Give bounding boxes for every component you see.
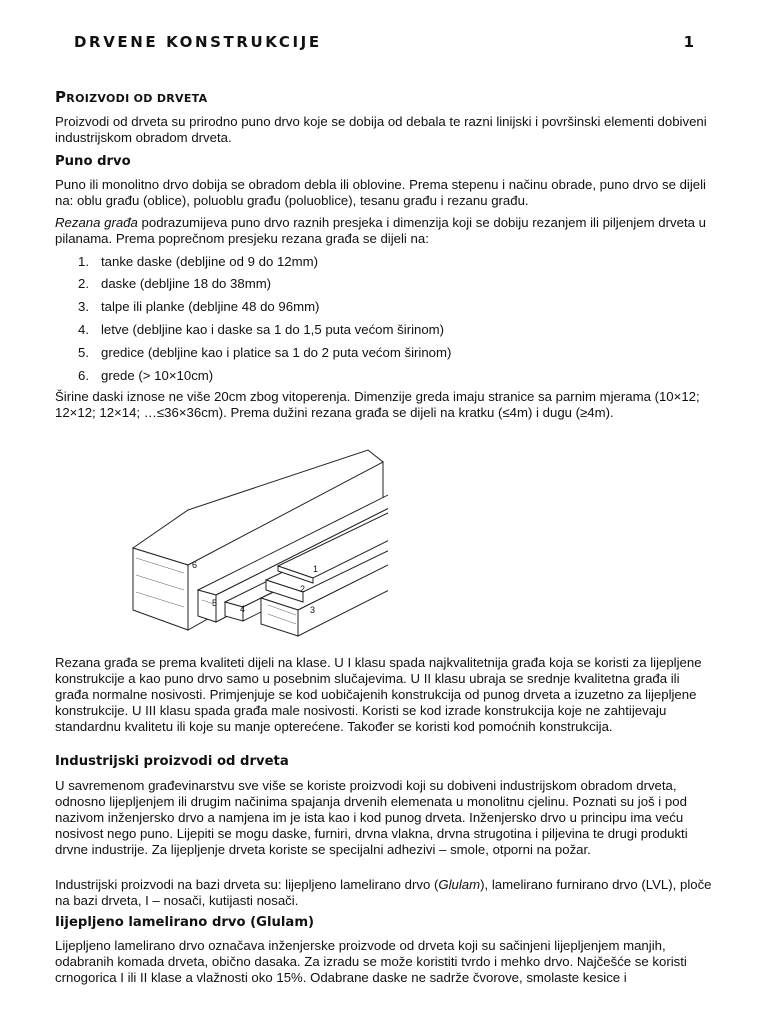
- list-item: 6. grede (> 10×10cm): [78, 368, 214, 383]
- figure-label: 5: [212, 598, 218, 608]
- figure-label: 2: [300, 584, 306, 594]
- figure-label: 6: [192, 560, 198, 570]
- list-item: 2. daske (debljine 18 do 38mm): [78, 276, 272, 291]
- list-item: 1. tanke daske (debljine od 9 do 12mm): [78, 254, 318, 269]
- paragraph-dimenzije: Širine daski iznose ne više 20cm zbog vitoperenja. Dimenzije greda imaju stranice sa parnim mjerama (10×12; 12×12; 12×14; …≤36×36cm). Prema dužini rezana građa se dijeli na kratku (≤4m) i dugu (≥4m).: [55, 389, 700, 420]
- section-title: PROIZVODI OD DRVETA: [55, 88, 208, 106]
- paragraph-rezana-grada: Rezana građa podrazumijeva puno drvo raznih presjeka i dimenzija koji se dobiju rezanjem ili piljenjem drveta u pilanama. Prema poprečnom presjeku rezana građa se dijeli na:: [55, 215, 706, 246]
- heading-industrijski: Industrijski proizvodi od drveta: [55, 754, 289, 769]
- page-number: 1: [683, 33, 694, 51]
- paragraph-glulam: Lijepljeno lamelirano drvo označava inženjerske proizvode od drveta koji su sačinjeni lijepljenjem manjih, odabranih komada drveta, obično dasaka. Za izradu se može koristiti tvrdo i mehko drvo. Najčešće se koristi crnogorica I ili II klase a vlažnosti oko 15%. Odabrane daske ne sadrže čvorove, smolaste kesice i: [55, 938, 687, 985]
- figure-label: 3: [310, 605, 316, 615]
- list-item: 3. talpe ili planke (debljine 48 do 96mm): [78, 299, 320, 314]
- heading-puno-drvo: Puno drvo: [55, 154, 131, 169]
- paragraph-puno-drvo: Puno ili monolitno drvo dobija se obradom debla ili oblovine. Prema stepenu i načinu obrade, puno drvo se dijeli na: oblu građu (oblice), poluoblu građu (poluoblice), tesanu građu i rezanu građu.: [55, 177, 706, 208]
- heading-glulam: Iijepljeno lamelirano drvo (Glulam): [55, 915, 315, 930]
- list-item: 5. gredice (debljine kao i platice sa 1 do 2 puta većom širinom): [78, 345, 452, 360]
- running-header: [74, 33, 694, 55]
- paragraph-industrijski-proizvodi: Industrijski proizvodi na bazi drveta su: lijepljeno lamelirano drvo (Glulam), lamelirano furnirano drvo (LVL), ploče na bazi drveta, I – nosači, kutijasti nosači.: [55, 877, 712, 908]
- sawn-timber-figure: [128, 440, 388, 640]
- figure-label: 4: [240, 604, 246, 614]
- intro-paragraph: Proizvodi od drveta su prirodno puno drvo koje se dobija od debala te razni linijski i površinski elementi dobiveni industrijskom obradom drveta.: [55, 114, 707, 145]
- list-item: 4. letve (debljine kao i daske sa 1 do 1,5 puta većom širinom): [78, 322, 445, 337]
- paragraph-industrijski: U savremenom građevinarstvu sve više se koriste proizvodi koji su dobiveni industrijskom obradom drveta, odnosno lijepljenjem ili drugim načinima spajanja drvenih elemenata u monolitnu cjelinu. Poznati su još i pod nazivom inženjersko drvo a namjena im je ista kao i kod punog drveta. Inženjersko drvo u principu ima veću nosivost nego puno. Lijepiti se mogu daske, furniri, drvna vlakna, drvna strugotina i piljevina te drugi produkti drvne industrije. Za lijepljenje drveta koriste se specijalni adhezivi – smole, otporni na požar.: [55, 778, 688, 857]
- header-title: DRVENE KONSTRUKCIJE: [74, 33, 322, 51]
- paragraph-klase: Rezana građa se prema kvaliteti dijeli na klase. U I klasu spada najkvalitetnija građa koja se koristi za lijepljene konstrukcije a kao puno drvo samo u posebnim slučajevima. U II klasu ubraja se srednje kvalitetna građa ili građa normalne nosivosti. Primjenjuje se kod uobičajenih konstrukcija od punog drveta a izuzetno za lijepljene konstrukcije. U III klasu spada građa male nosivosti. Koristi se kod izrade konstrukcija koje ne zahtijevaju standardnu kvalitetu ili koje su manje opterećene. Također se koristi kod pomoćnih konstrukcija.: [55, 655, 702, 734]
- figure-label: 1: [313, 564, 319, 574]
